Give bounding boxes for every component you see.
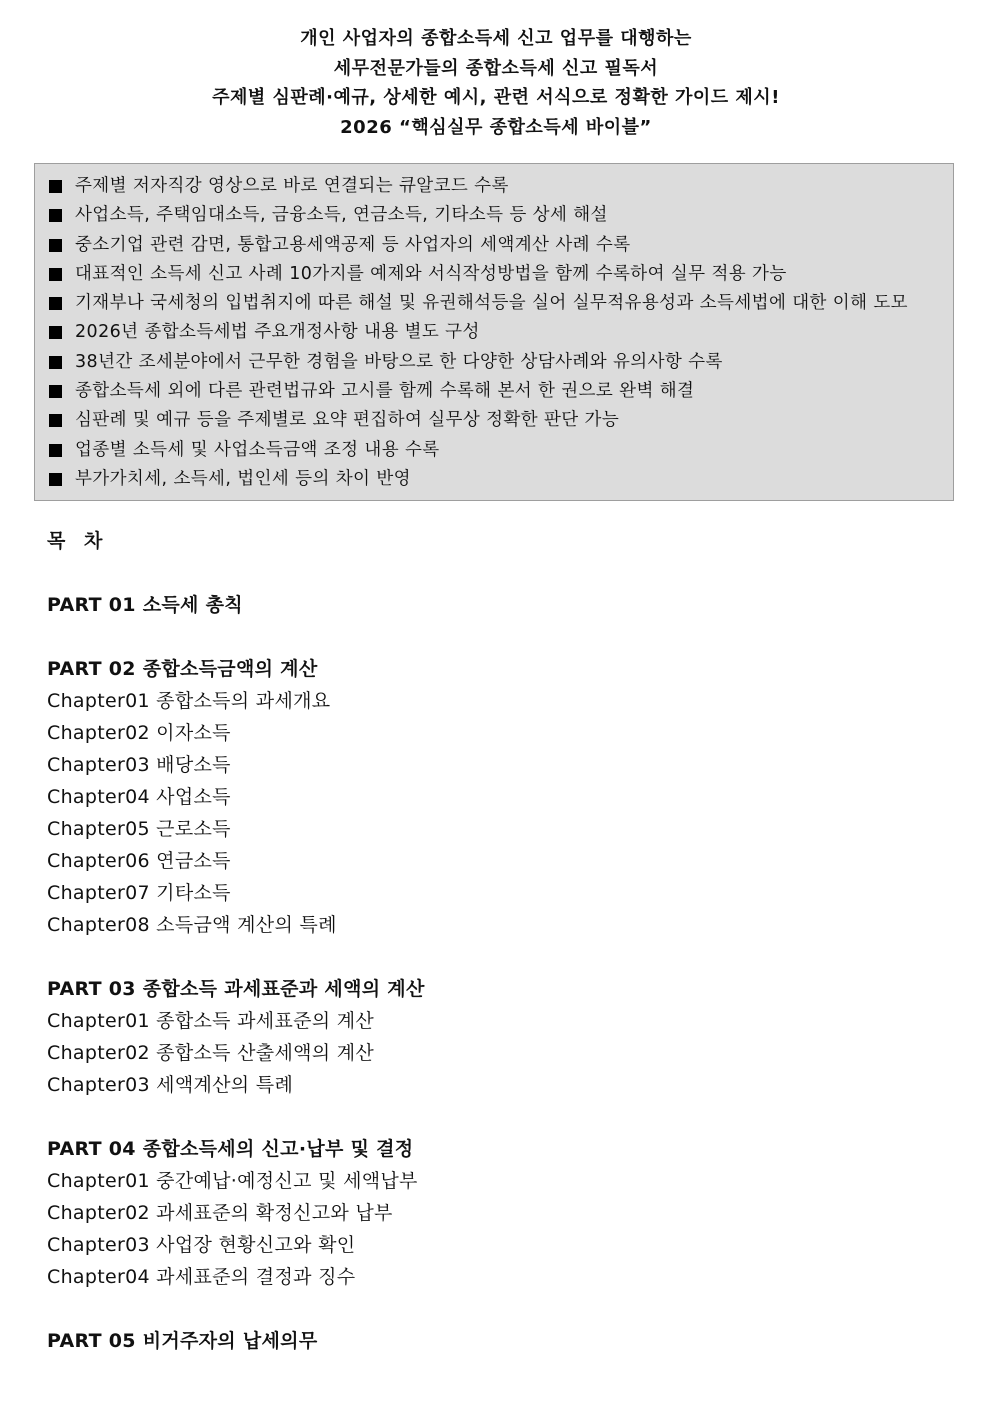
square-bullet-icon	[49, 209, 62, 222]
square-bullet-icon	[49, 268, 62, 281]
feature-text: 심판례 및 예규 등을 주제별로 요약 편집하여 실무상 정확한 판단 가능	[75, 410, 620, 431]
square-bullet-icon	[49, 444, 62, 457]
toc-chapter: Chapter01 종합소득의 과세개요	[47, 690, 331, 712]
toc-part: PART 01 소득세 총칙	[47, 594, 243, 616]
feature-item	[35, 406, 953, 435]
toc-part: PART 02 종합소득금액의 계산	[47, 658, 318, 680]
square-bullet-icon	[49, 180, 62, 193]
feature-text: 중소기업 관련 감면, 통합고용세액공제 등 사업자의 세액계산 사례 수록	[75, 234, 631, 255]
feature-text: 종합소득세 외에 다른 관련법규와 고시를 함께 수록해 본서 한 권으로 완벽 해결	[75, 381, 695, 402]
toc-part: PART 03 종합소득 과세표준과 세액의 계산	[47, 978, 425, 1000]
feature-item	[35, 377, 953, 406]
toc-chapter: Chapter04 과세표준의 결정과 징수	[47, 1266, 356, 1288]
feature-box	[34, 163, 954, 501]
feature-item	[35, 201, 953, 230]
feature-item	[35, 260, 953, 289]
header-line: 주제별 심판례·예규, 상세한 예시, 관련 서식으로 정확한 가이드 제시!	[212, 87, 780, 108]
header-block	[0, 24, 992, 142]
feature-item	[35, 172, 953, 201]
feature-text: 주제별 저자직강 영상으로 바로 연결되는 큐알코드 수록	[75, 176, 509, 196]
toc-chapter: Chapter08 소득금액 계산의 특례	[47, 914, 337, 936]
toc-chapter: Chapter01 종합소득 과세표준의 계산	[47, 1010, 375, 1032]
toc-chapter: Chapter01 중간예납·예정신고 및 세액납부	[47, 1170, 418, 1192]
feature-text: 2026년 종합소득세법 주요개정사항 내용 별도 구성	[75, 322, 480, 343]
header-line: 개인 사업자의 종합소득세 신고 업무를 대행하는	[300, 28, 692, 49]
toc-chapter: Chapter06 연금소득	[47, 850, 231, 872]
toc-heading: 목 차	[47, 530, 109, 552]
feature-text: 업종별 소득세 및 사업소득금액 조정 내용 수록	[75, 439, 440, 460]
toc-chapter: Chapter03 배당소득	[47, 754, 231, 776]
square-bullet-icon	[49, 414, 62, 427]
feature-text: 대표적인 소득세 신고 사례 10가지를 예제와 서식작성방법을 함께 수록하여 실무 적용 가능	[75, 263, 787, 284]
feature-item	[35, 436, 953, 465]
square-bullet-icon	[49, 297, 62, 310]
feature-text: 38년간 조세분야에서 근무한 경험을 바탕으로 한 다양한 상담사례와 유의사항 수록	[75, 351, 723, 372]
feature-item	[35, 318, 953, 347]
toc-chapter: Chapter04 사업소득	[47, 786, 231, 808]
toc-part: PART 05 비거주자의 납세의무	[47, 1330, 318, 1352]
toc-chapter: Chapter02 종합소득 산출세액의 계산	[47, 1042, 375, 1064]
square-bullet-icon	[49, 239, 62, 252]
feature-item	[35, 348, 953, 377]
toc-chapter: Chapter03 사업장 현황신고와 확인	[47, 1234, 356, 1256]
feature-item	[35, 465, 953, 494]
feature-text: 기재부나 국세청의 입법취지에 따른 해설 및 유권해석등을 실어 실무적유용성과 소득세법에 대한 이해 도모	[75, 293, 908, 314]
header-line: 세무전문가들의 종합소득세 신고 필독서	[333, 57, 659, 79]
toc-chapter: Chapter02 과세표준의 확정신고와 납부	[47, 1202, 393, 1224]
toc-chapter: Chapter02 이자소득	[47, 722, 231, 744]
toc-part: PART 04 종합소득세의 신고·납부 및 결정	[47, 1138, 414, 1160]
toc-chapter: Chapter05 근로소득	[47, 818, 231, 840]
square-bullet-icon	[49, 356, 62, 369]
square-bullet-icon	[49, 473, 62, 486]
toc-chapter: Chapter03 세액계산의 특례	[47, 1074, 294, 1096]
feature-item	[35, 289, 953, 318]
square-bullet-icon	[49, 385, 62, 398]
feature-text: 부가가치세, 소득세, 법인세 등의 차이 반영	[75, 468, 411, 489]
square-bullet-icon	[49, 326, 62, 339]
toc-chapter: Chapter07 기타소득	[47, 882, 231, 904]
feature-item	[35, 231, 953, 260]
feature-text: 사업소득, 주택임대소득, 금융소득, 연금소득, 기타소득 등 상세 해설	[75, 205, 608, 226]
header-line: 2026 “핵심실무 종합소득세 바이블”	[340, 116, 652, 138]
